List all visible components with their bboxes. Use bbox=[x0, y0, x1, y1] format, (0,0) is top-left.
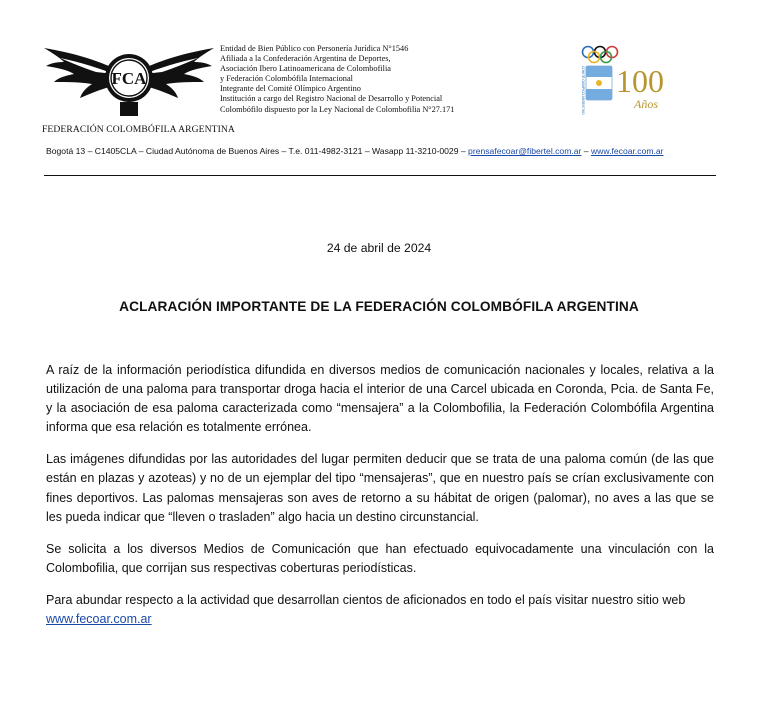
credential-line: Integrante del Comité Olímpico Argentino bbox=[220, 84, 361, 94]
fca-winged-logo bbox=[40, 40, 218, 122]
header-divider bbox=[44, 175, 716, 176]
organization-name: FEDERACIÓN COLOMBÓFILA ARGENTINA bbox=[42, 124, 235, 135]
letter-date: 24 de abril de 2024 bbox=[326, 241, 432, 255]
credential-line: y Federación Colombófila Internacional bbox=[220, 74, 353, 84]
credential-line: Institución a cargo del Registro Nacional de Desarrollo y Potencial bbox=[220, 94, 443, 104]
centenary-number: 100 bbox=[616, 63, 664, 99]
centenary-word: Años bbox=[634, 97, 658, 111]
contact-email-link[interactable]: prensafecoar@fibertel.com.ar bbox=[468, 146, 582, 156]
contact-address: Bogotá 13 – C1405CLA – Ciudad Autónoma de Buenos Aires – T.e. 011-4982-3121 – Wasapp 11-3210-0029 – bbox=[46, 146, 466, 156]
paragraph: A raíz de la información periodística difundida en diversos medios de comunicación nacionales y locales, relativa a la utilización de una paloma para transportar droga hacia el interior de una Carcel ubicada en Coronda, Pcia. de Santa Fe, y la asociación de esa paloma caracterizada como “mensajera” a la Colombofilia, la Federación Colombófila Argentina informa que esa relación es totalmente errónea. bbox=[46, 363, 714, 435]
credential-line: Asociación Ibero Latinoamericana de Colombofilia bbox=[220, 64, 391, 74]
letter-title: ACLARACIÓN IMPORTANTE DE LA FEDERACIÓN COLOMBÓFILA ARGENTINA bbox=[119, 299, 639, 314]
logo-initials: FCA bbox=[111, 69, 147, 88]
letter-body bbox=[46, 361, 714, 642]
seal-text: COMITÉ OLÍMPICO ARGENTINO bbox=[581, 66, 585, 115]
website-link[interactable]: www.fecoar.com.ar bbox=[46, 612, 152, 627]
closing-paragraph bbox=[46, 591, 714, 629]
credential-line: Colombófilo dispuesto por la Ley Nacional de Colombofilia N°27.171 bbox=[220, 104, 455, 114]
paragraph: Se solicita a los diversos Medios de Comunicación que han efectuado equivocadamente una vinculación con la Colombofilia, que corrijan sus respectivas coberturas periodísticas. bbox=[46, 541, 714, 575]
paragraph: Las imágenes difundidas por las autoridades del lugar permiten deducir que se trata de una paloma común (de las que están en plazas y azoteas) y no de un ejemplar del tipo “mensajeras”, que en nuestro país se crían exclusivamente con fines deportivos. Las palomas mensajeras son aves de retorno a su hábitat de origen (palomar), no aves a las que se les pueda indicar que “lleven o trasladen” algo hacia un destino circunstancial. bbox=[46, 452, 714, 524]
credential-line: Afiliada a la Confederación Argentina de Deportes, bbox=[220, 54, 391, 64]
contact-website-link[interactable]: www.fecoar.com.ar bbox=[590, 146, 664, 156]
closing-text: Para abundar respecto a la actividad que desarrollan cientos de aficionados en todo el país visitar nuestro sitio web bbox=[46, 592, 686, 607]
contact-line bbox=[46, 146, 716, 156]
contact-separator: – bbox=[583, 146, 589, 156]
olympic-centenary-logo bbox=[578, 42, 682, 120]
credential-line: Entidad de Bien Público con Personería Jurídica N°1546 bbox=[220, 44, 409, 53]
credentials-block bbox=[220, 44, 454, 115]
